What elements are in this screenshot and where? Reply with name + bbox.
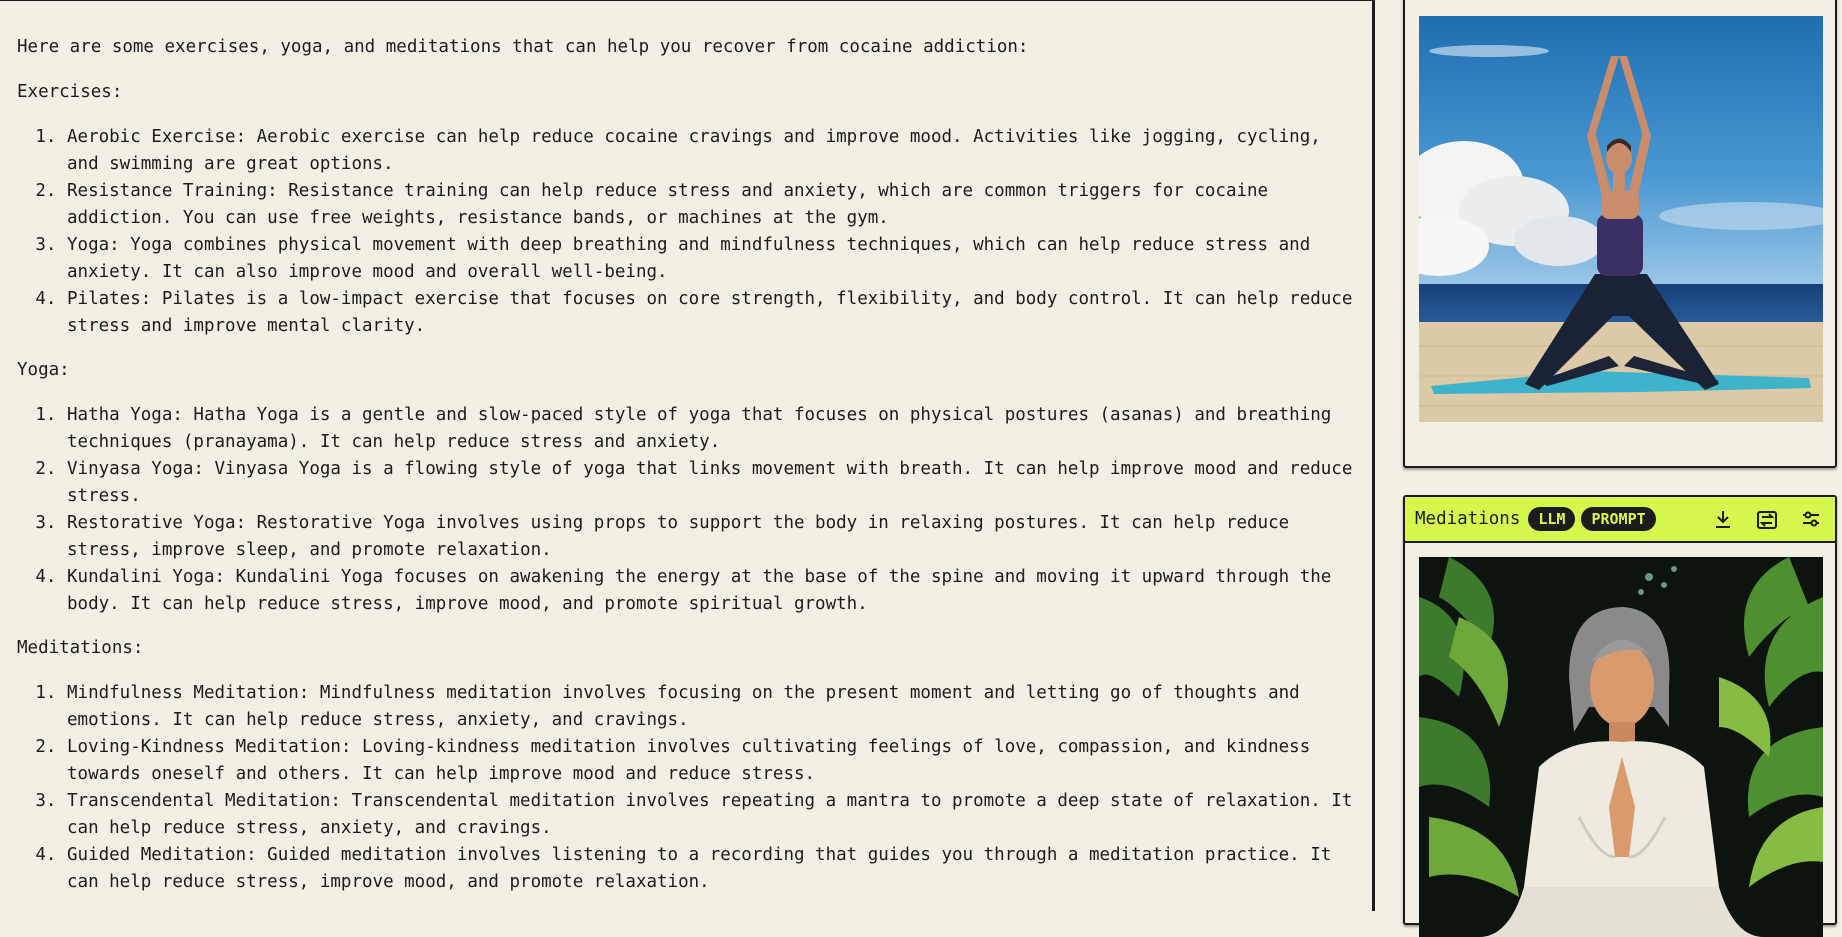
list-item: 1. Mindfulness Meditation: Mindfulness meditation involves focusing on the present moment and letting go of thoughts and emotions. It can help reduce stress, anxiety, and cravings.	[67, 680, 1372, 734]
mediations-card-title: Mediations	[1415, 509, 1521, 529]
list-item: 2. Vinyasa Yoga: Vinyasa Yoga is a flowing style of yoga that links movement with breath. It can help improve mood and reduce stress.	[67, 456, 1372, 510]
response-intro: Here are some exercises, yoga, and meditations that can help you recover from cocaine addiction:	[17, 37, 1029, 57]
list-item: 4. Guided Meditation: Guided meditation involves listening to a recording that guides you through a meditation practice. It can help reduce stress, improve mood, and promote relaxation.	[67, 842, 1372, 896]
prompt-badge[interactable]: PROMPT	[1581, 507, 1655, 531]
list-item: 4. Kundalini Yoga: Kundalini Yoga focuses on awakening the energy at the base of the spine and moving it upward through the body. It can help reduce stress, improve mood, and promote spiritual growth.	[67, 564, 1372, 618]
list-item: 3. Transcendental Meditation: Transcendental meditation involves repeating a mantra to promote a deep state of relaxation. It can help reduce stress, anxiety, and cravings.	[67, 788, 1372, 842]
list-item: 2. Resistance Training: Resistance training can help reduce stress and anxiety, which are common triggers for cocaine addiction. You can use free weights, resistance bands, or machines at the gym.	[67, 178, 1372, 232]
swap-icon[interactable]	[1753, 505, 1781, 533]
section-heading-exercises: Exercises:	[17, 82, 123, 102]
yoga-pose-image[interactable]	[1419, 16, 1823, 422]
section-heading-meditations: Meditations:	[17, 638, 144, 658]
yoga-list	[17, 402, 1372, 618]
list-item: 3. Yoga: Yoga combines physical movement with deep breathing and mindfulness techniques, which can help reduce stress and anxiety. It can also improve mood and overall well-being.	[67, 232, 1372, 286]
image-sidebar	[1378, 0, 1842, 911]
list-item: 1. Hatha Yoga: Hatha Yoga is a gentle and slow-paced style of yoga that focuses on physical postures (asanas) and breathing techniques (pranayama). It can help reduce stress and anxiety.	[67, 402, 1372, 456]
section-heading-yoga: Yoga:	[17, 360, 70, 380]
meditations-list	[17, 680, 1372, 896]
yoga-image-card	[1403, 0, 1837, 468]
list-item: 2. Loving-Kindness Meditation: Loving-kindness meditation involves cultivating feelings of love, compassion, and kindness towards oneself and others. It can help improve mood and reduce stress.	[67, 734, 1372, 788]
yoga-pose-photo-icon	[1419, 16, 1823, 422]
list-item: 3. Restorative Yoga: Restorative Yoga involves using props to support the body in relaxing postures. It can help reduce stress, improve sleep, and promote relaxation.	[67, 510, 1372, 564]
download-icon[interactable]	[1709, 505, 1737, 533]
list-item: 4. Pilates: Pilates is a low-impact exercise that focuses on core strength, flexibility, and body control. It can help reduce stress and improve mental clarity.	[67, 286, 1372, 340]
mediations-card	[1403, 495, 1837, 925]
sliders-icon[interactable]	[1797, 505, 1825, 533]
llm-badge[interactable]: LLM	[1528, 507, 1575, 531]
mediations-card-header	[1405, 497, 1835, 543]
list-item: 1. Aerobic Exercise: Aerobic exercise can help reduce cocaine cravings and improve mood. Activities like jogging, cycling, and swimming are great options.	[67, 124, 1372, 178]
exercises-list	[17, 124, 1372, 340]
meditation-illustration-icon	[1419, 557, 1823, 937]
response-content	[0, 1, 1372, 896]
meditation-image[interactable]	[1419, 557, 1823, 937]
